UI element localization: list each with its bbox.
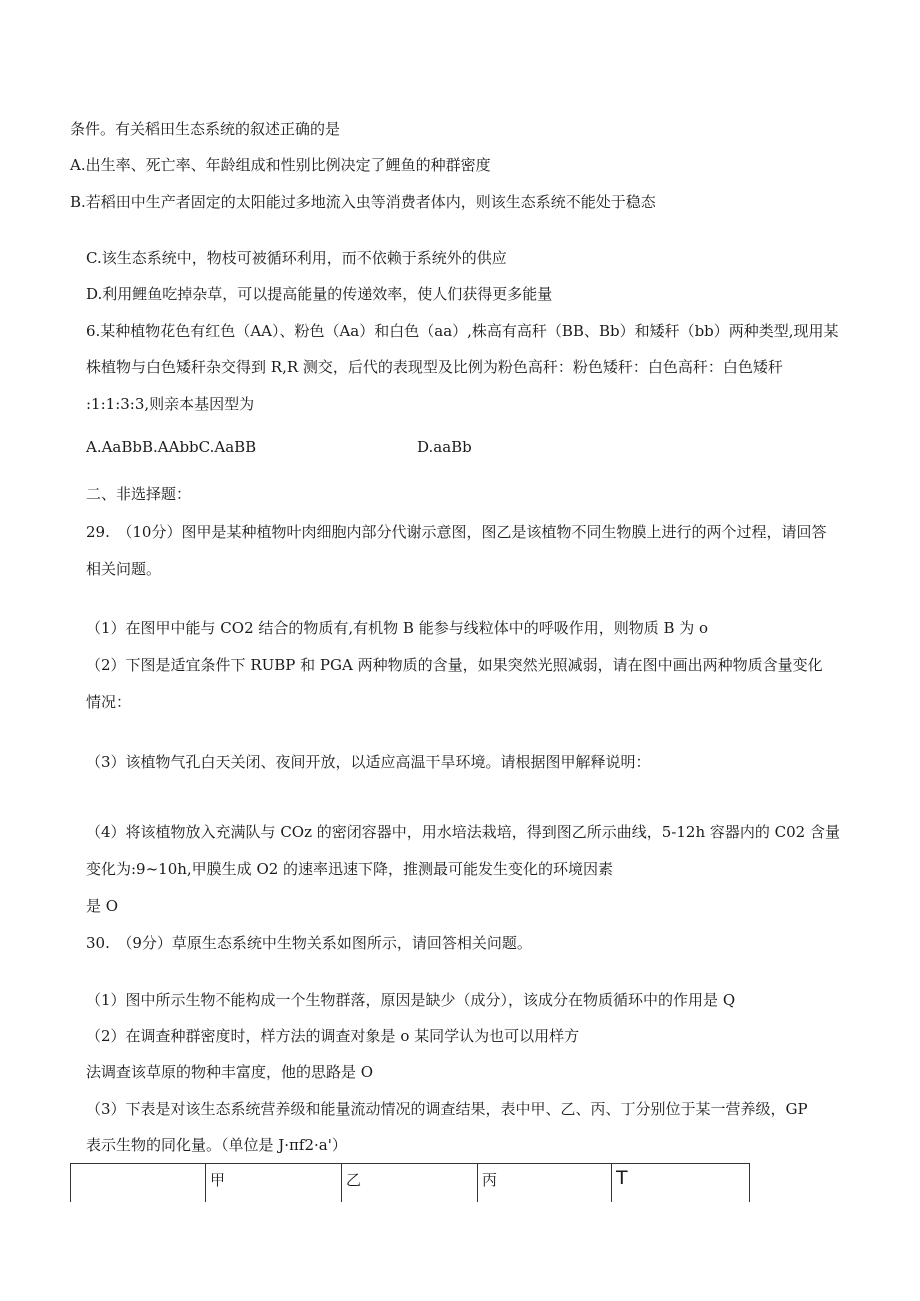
question-6-option-d: D.aaBb (417, 438, 472, 456)
question-29-part-2: （2）下图是适宜条件下 RUBP 和 PGA 两种物质的含量，如果突然光照减弱，请在图中画出两种物质含量变化 (86, 656, 823, 674)
option-a: A.出生率、死亡率、年龄组成和性别比例决定了鲤鱼的种群密度 (70, 156, 491, 174)
energy-table (70, 1163, 750, 1202)
table-header-ding: T (616, 1167, 628, 1189)
question-29: 29. （10分）图甲是某种植物叶肉细胞内部分代谢示意图，图乙是该植物不同生物膜上进行的两个过程，请回答 (86, 523, 827, 541)
question-29-part-1: （1）在图甲中能与 CO2 结合的物质有,有机物 B 能参与线粒体中的呼吸作用，则物质 B 为 o (86, 619, 709, 637)
question-29-part-4-cont: 是 O (86, 897, 119, 915)
question-6-cont: :1:1:3:3,则亲本基因型为 (86, 395, 255, 413)
text-line: 条件。有关稻田生态系统的叙述正确的是 (70, 120, 341, 138)
option-d: D.利用鲤鱼吃掉杂草，可以提高能量的传递效率，使人们获得更多能量 (86, 285, 553, 303)
question-6-options: A.AaBbB.AAbbC.AaBB (86, 438, 257, 456)
question-29-cont: 相关问题。 (86, 560, 162, 578)
question-6: 6.某种植物花色有红色（AA）、粉色（Aa）和白色（aa）,株高有高秆（BB、Bb）和矮秆（bb）两种类型,现用某 (86, 322, 839, 340)
question-29-part-2-cont: 情况： (86, 693, 132, 711)
question-30-part-3-cont: 表示生物的同化量。（单位是 J·πf2·a'） (86, 1136, 347, 1154)
question-30-part-2-cont: 法调查该草原的物种丰富度，他的思路是 O (86, 1063, 374, 1081)
question-29-part-4-cont: 变化为:9~10h,甲膜生成 O2 的速率迅速下降，推测最可能发生变化的环境因素 (86, 860, 614, 878)
table-header-yi: 乙 (346, 1171, 362, 1189)
question-30-part-3: （3）下表是对该生态系统营养级和能量流动情况的调查结果，表中甲、乙、丙、丁分别位于某一营养级，GP (86, 1100, 808, 1118)
question-30-part-2: （2）在调查种群密度时，样方法的调查对象是 o 某同学认为也可以用样方 (86, 1027, 580, 1045)
option-b: B.若稻田中生产者固定的太阳能过多地流入虫等消费者体内，则该生态系统不能处于稳态 (70, 193, 656, 211)
table-header-jia: 甲 (210, 1171, 226, 1189)
table-header-bing: 丙 (482, 1171, 498, 1189)
question-29-part-3: （3）该植物气孔白天关闭、夜间开放，以适应高温干旱环境。请根据图甲解释说明： (86, 753, 651, 771)
question-30: 30. （9分）草原生态系统中生物关系如图所示，请回答相关问题。 (86, 934, 532, 952)
question-29-part-4: （4）将该植物放入充满队与 COz 的密闭容器中，用水培法栽培，得到图乙所示曲线，5-12h 容器内的 C02 含量 (86, 823, 840, 841)
option-c: C.该生态系统中，物枝可被循环利用，而不依赖于系统外的供应 (86, 249, 507, 267)
section-heading: 二、非选择题： (86, 485, 192, 503)
question-30-part-1: （1）图中所示生物不能构成一个生物群落，原因是缺少（成分），该成分在物质循环中的作用是 Q (86, 991, 736, 1009)
question-6-cont: 株植物与白色矮秆杂交得到 R,R 测交，后代的表现型及比例为粉色高秆：粉色矮秆：白色高秆：白色矮秆 (86, 358, 783, 376)
